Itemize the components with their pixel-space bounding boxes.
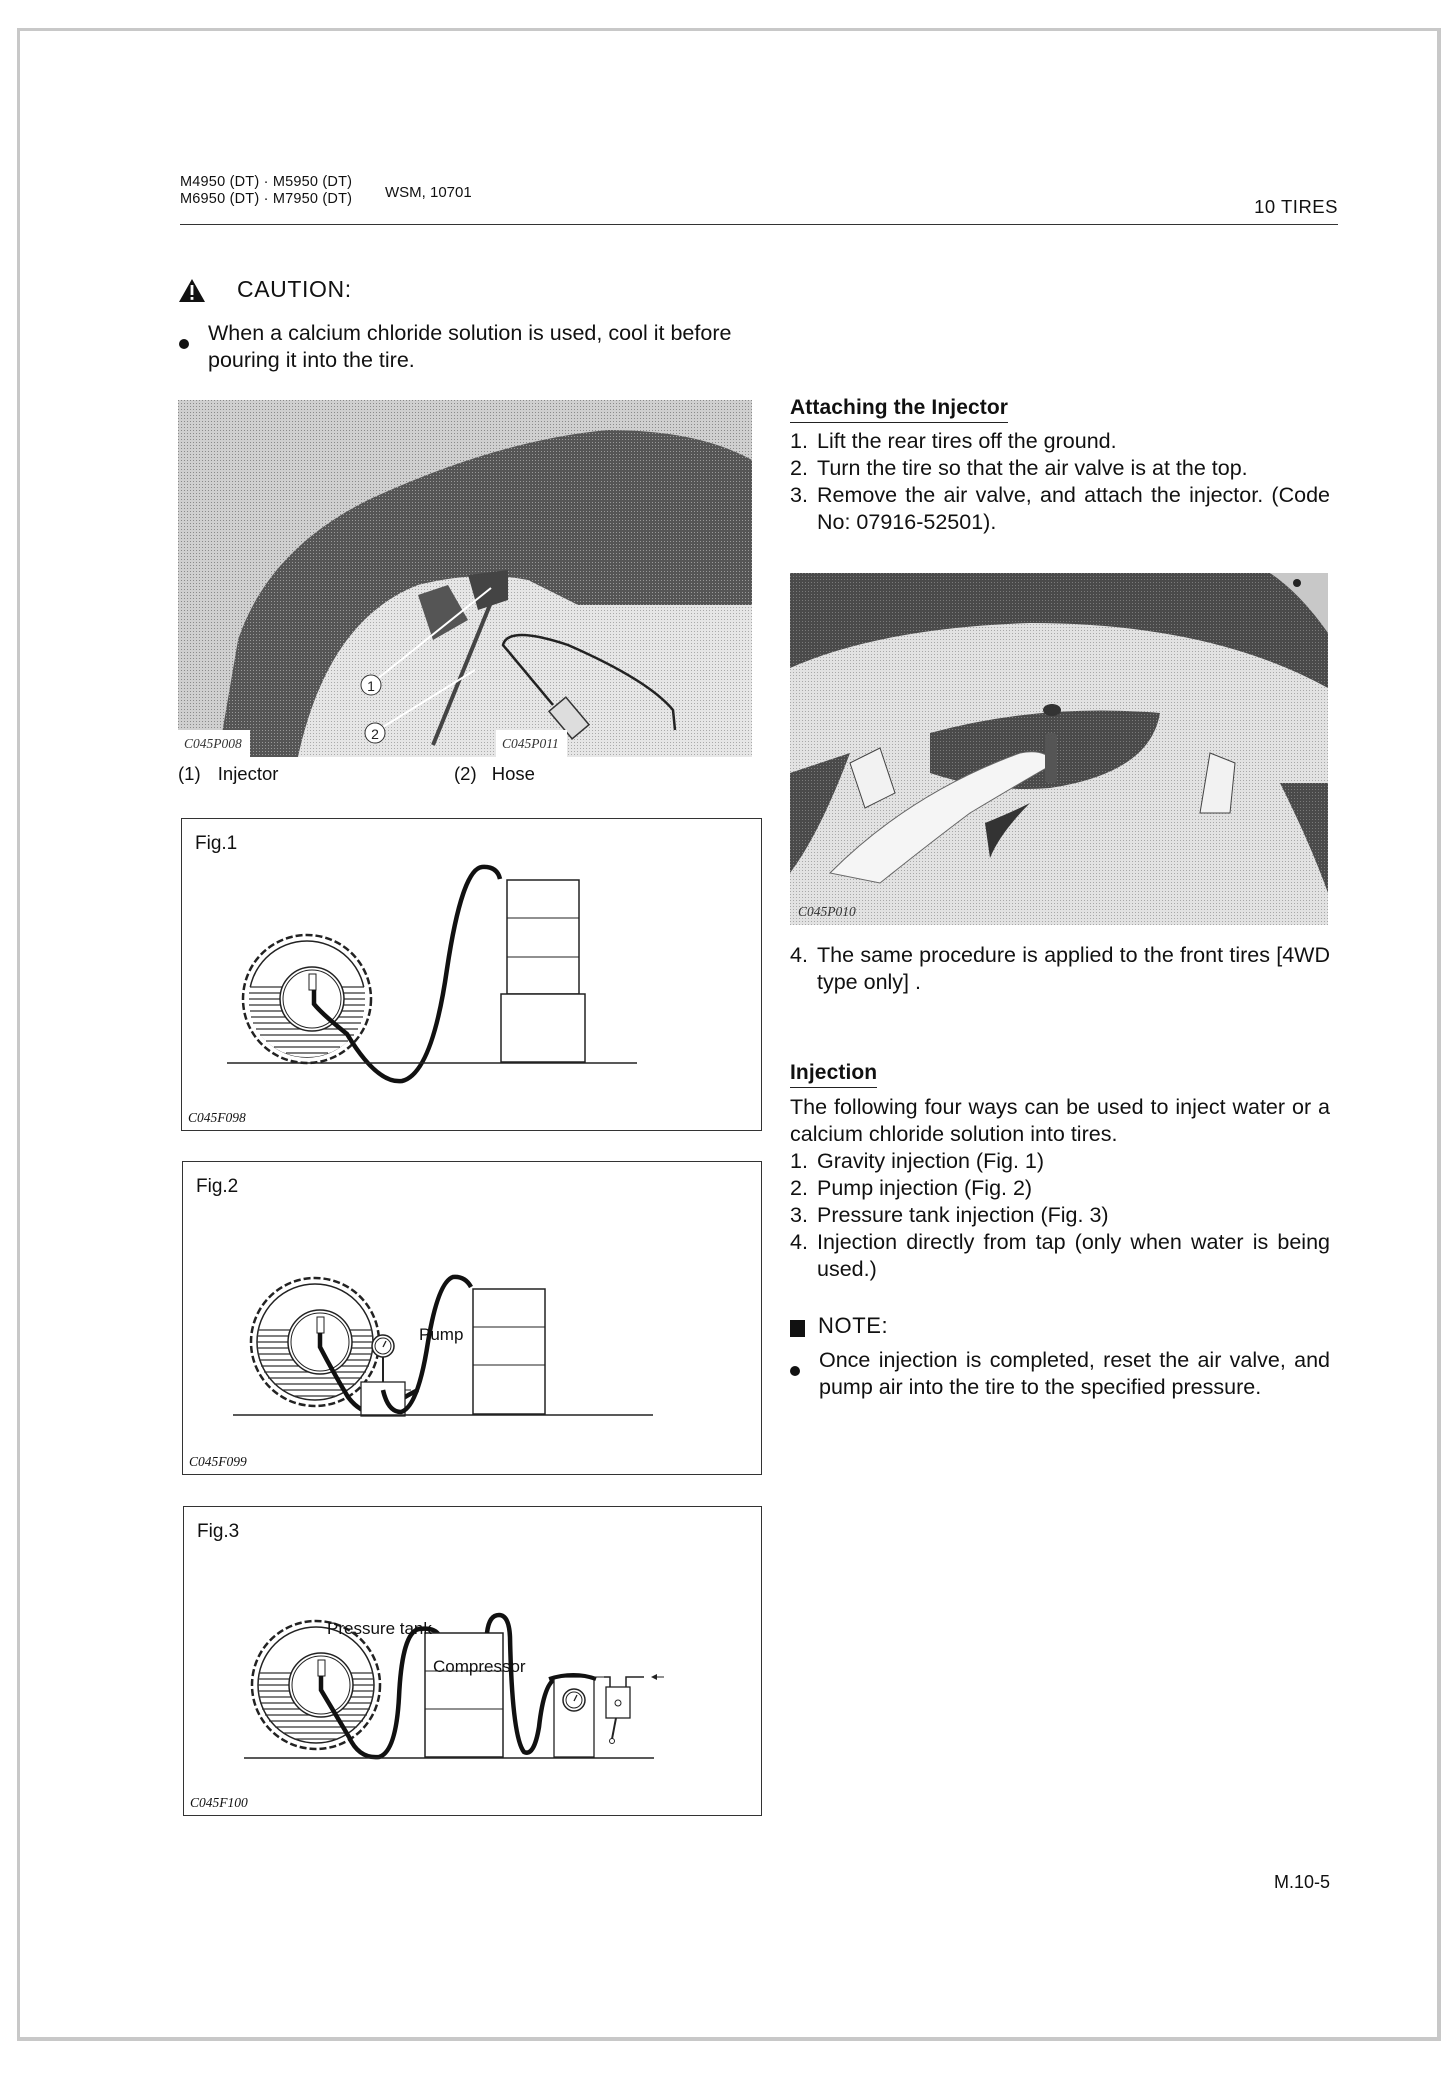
caption-hose-text: Hose: [491, 763, 535, 784]
step-text: Turn the tire so that the air valve is at the top.: [817, 456, 1248, 480]
attaching-step-4: [790, 942, 1330, 996]
tire-icon: [251, 1278, 379, 1406]
figure-code: C045F098: [188, 1110, 246, 1125]
injector-hose-photo-image: [178, 400, 752, 757]
page-number: M.10-5: [1273, 1872, 1330, 1892]
compressor-label: Compressor: [433, 1657, 526, 1676]
injection-method: [790, 1148, 1330, 1175]
caution-title: CAUTION:: [237, 276, 352, 302]
method-number: 2.: [790, 1176, 808, 1200]
step-number: 2.: [790, 456, 808, 480]
header-manual-code: WSM, 10701: [385, 184, 472, 201]
pump-injection-diagram: [183, 1162, 760, 1473]
method-text: Pressure tank injection (Fig. 3): [817, 1203, 1109, 1227]
photo-code-right: C045P011: [496, 730, 567, 757]
figure-pump-injection: [182, 1161, 762, 1475]
caption-injector-text: Injector: [217, 763, 279, 784]
gravity-injection-diagram: [182, 819, 760, 1129]
figure-pressure-tank-injection: [183, 1506, 762, 1816]
caution-text: When a calcium chloride solution is used, cool it before pouring it into the tire.: [208, 321, 732, 372]
injector-attached-photo: [790, 573, 1328, 925]
pressure-tank-label: Pressure tank: [327, 1619, 432, 1638]
step-number: 4.: [790, 943, 808, 967]
bullet-dot-icon: [790, 1366, 800, 1376]
callout-1: 1: [367, 678, 375, 694]
square-bullet-icon: [790, 1320, 805, 1337]
caption-injector-num: (1): [178, 763, 201, 784]
caption-hose-num: (2): [454, 763, 477, 784]
method-text: Gravity injection (Fig. 1): [817, 1149, 1045, 1173]
step-number: 3.: [790, 483, 808, 507]
attaching-steps-list: [790, 428, 1330, 536]
header-models: [180, 174, 352, 208]
figure-gravity-injection: [181, 818, 762, 1131]
header-models-line2: M6950 (DT) · M7950 (DT): [180, 191, 353, 207]
method-number: 1.: [790, 1149, 808, 1173]
injection-method: [790, 1202, 1330, 1229]
method-number: 4.: [790, 1230, 808, 1254]
injector-hose-photo: [178, 400, 752, 757]
method-text: Pump injection (Fig. 2): [817, 1176, 1033, 1200]
attaching-step: [790, 482, 1330, 536]
method-number: 3.: [790, 1203, 808, 1227]
photo-code-left: C045P008: [178, 730, 250, 757]
warning-triangle-icon: [178, 278, 206, 303]
header-section-title: 10 TIRES: [1254, 196, 1338, 217]
step-text: The same procedure is applied to the front tires [4WD type only] .: [817, 943, 1330, 994]
figure-code: C045F099: [189, 1454, 247, 1469]
bullet-dot-icon: [179, 339, 189, 349]
photo-code: C045P010: [798, 904, 856, 919]
tire-icon: [252, 1621, 380, 1749]
injector-attached-photo-image: [790, 573, 1328, 925]
figure-code: C045F100: [190, 1795, 248, 1810]
figure-title: Fig.3: [197, 1521, 240, 1542]
note-bullet: [790, 1347, 1330, 1401]
pump-label: Pump: [419, 1325, 464, 1344]
caption-injector: [178, 763, 278, 785]
figure-title: Fig.1: [195, 833, 238, 854]
injection-intro: The following four ways can be used to inject water or a calcium chloride solution into tires.: [790, 1095, 1330, 1146]
header-models-line1: M4950 (DT) · M5950 (DT): [180, 174, 353, 190]
attaching-step: [790, 455, 1330, 482]
method-text: Injection directly from tap (only when water is being used.): [817, 1230, 1330, 1281]
injection-methods-list: [790, 1148, 1330, 1283]
note-title: NOTE:: [818, 1313, 889, 1338]
note-text: Once injection is completed, reset the air valve, and pump air into the tire to the specified pressure.: [819, 1348, 1330, 1399]
figure-title: Fig.2: [196, 1176, 239, 1197]
header-divider: [180, 224, 1338, 225]
step-text: Remove the air valve, and attach the injector. (Code No: 07916-52501).: [817, 483, 1330, 534]
injection-title: Injection: [790, 1061, 877, 1088]
caution-bullet: [179, 320, 739, 374]
attaching-step: [790, 428, 1330, 455]
injection-method: [790, 1229, 1330, 1283]
callout-2: 2: [371, 726, 379, 742]
step-number: 1.: [790, 429, 808, 453]
injection-method: [790, 1175, 1330, 1202]
step-text: Lift the rear tires off the ground.: [817, 429, 1117, 453]
caption-hose: [454, 763, 535, 785]
attaching-injector-title: Attaching the Injector: [790, 396, 1008, 423]
